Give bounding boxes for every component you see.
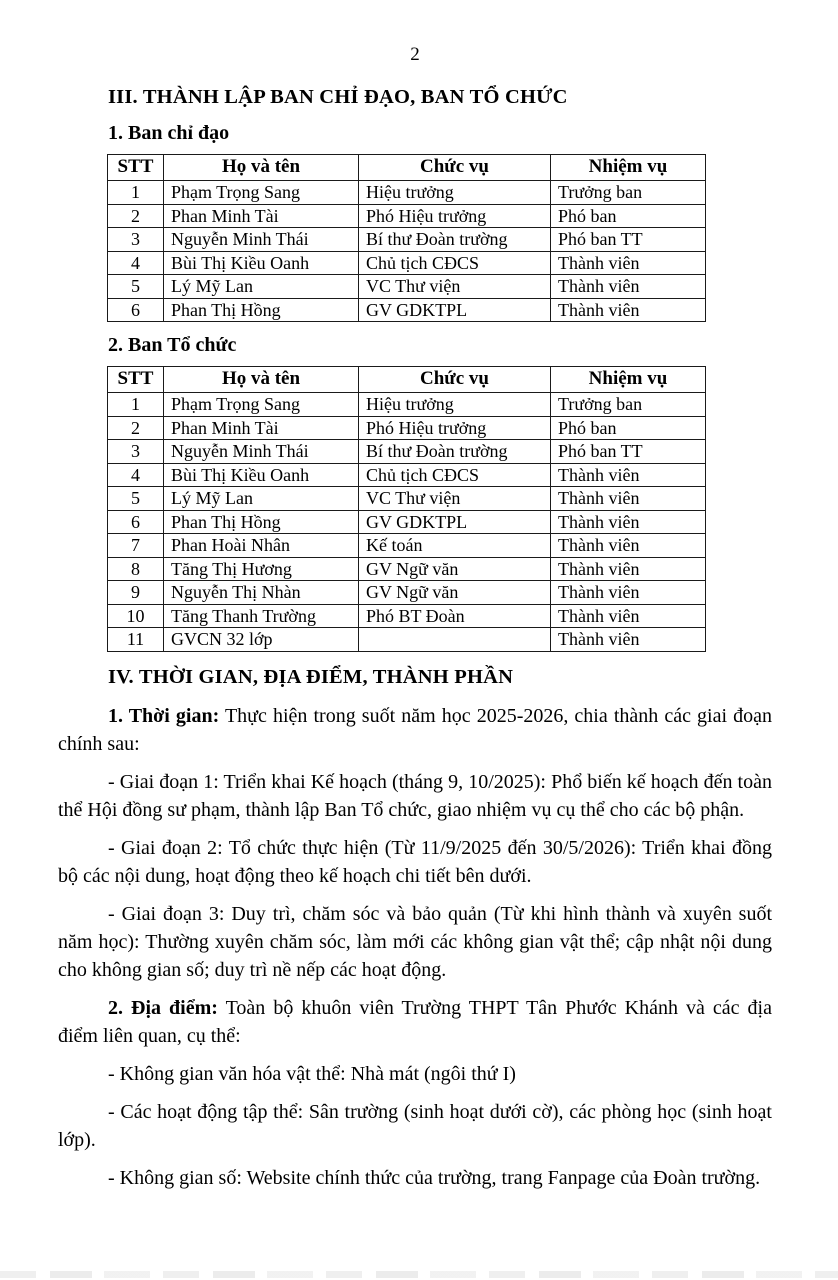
table-row: [108, 228, 706, 252]
table-cell: 2: [108, 416, 164, 440]
table-cell: 7: [108, 534, 164, 558]
subsection-title-ban-chi-dao: 1. Ban chỉ đạo: [108, 122, 230, 144]
table-cell: Tăng Thị Hương: [164, 557, 359, 581]
page-number: 2: [410, 44, 420, 65]
column-header-role: Chức vụ: [359, 155, 551, 181]
table-cell: Chủ tịch CĐCS: [359, 463, 551, 487]
table-cell: Bí thư Đoàn trường: [359, 440, 551, 464]
table-cell: Nguyễn Minh Thái: [164, 228, 359, 252]
table-cell: Thành viên: [551, 251, 706, 275]
table-cell: 2: [108, 204, 164, 228]
table-cell: Lý Mỹ Lan: [164, 275, 359, 299]
table-ban-to-chuc: [107, 366, 706, 652]
table-cell: 4: [108, 463, 164, 487]
column-header-duty: Nhiệm vụ: [551, 155, 706, 181]
table-cell: Phó Hiệu trưởng: [359, 204, 551, 228]
table-cell: GV GDKTPL: [359, 510, 551, 534]
table-cell: GV GDKTPL: [359, 298, 551, 322]
next-page-cutoff-strip: [0, 1271, 838, 1278]
paragraph-text: - Các hoạt động tập thể: Sân trường (sinh hoạt dưới cờ), các phòng học (sinh hoạt lớp).: [58, 1100, 772, 1151]
table-cell: Thành viên: [551, 628, 706, 652]
table-cell: Bùi Thị Kiều Oanh: [164, 251, 359, 275]
table-cell: Phạm Trọng Sang: [164, 181, 359, 205]
table-cell: Bùi Thị Kiều Oanh: [164, 463, 359, 487]
table-cell: VC Thư viện: [359, 275, 551, 299]
column-header-name: Họ và tên: [164, 367, 359, 393]
table-row: [108, 510, 706, 534]
table-row: [108, 628, 706, 652]
table-row: [108, 275, 706, 299]
table-cell: Thành viên: [551, 581, 706, 605]
subsection-title-ban-to-chuc: 2. Ban Tổ chức: [108, 334, 237, 356]
table-cell: Phan Thị Hồng: [164, 510, 359, 534]
paragraph-dia-diem: [58, 994, 772, 1050]
table-cell: [359, 628, 551, 652]
table-cell: Thành viên: [551, 604, 706, 628]
paragraph-khong-gian-van-hoa: [58, 1060, 772, 1088]
column-header-duty: Nhiệm vụ: [551, 367, 706, 393]
paragraph-text: - Không gian số: Website chính thức của trường, trang Fanpage của Đoàn trường.: [108, 1166, 761, 1189]
table-cell: Thành viên: [551, 557, 706, 581]
table-cell: 1: [108, 393, 164, 417]
table-cell: Thành viên: [551, 487, 706, 511]
table-cell: Chủ tịch CĐCS: [359, 251, 551, 275]
table-cell: 1: [108, 181, 164, 205]
table-row: [108, 204, 706, 228]
paragraph-hoat-dong-tap-the: [58, 1098, 772, 1154]
table-cell: GV Ngữ văn: [359, 581, 551, 605]
table-ban-chi-dao: [107, 154, 706, 322]
table-cell: GV Ngữ văn: [359, 557, 551, 581]
paragraph-text: - Không gian văn hóa vật thể: Nhà mát (ngôi thứ I): [108, 1062, 516, 1085]
column-header-role: Chức vụ: [359, 367, 551, 393]
table-cell: Nguyễn Thị Nhàn: [164, 581, 359, 605]
table-cell: Thành viên: [551, 298, 706, 322]
table-row: [108, 581, 706, 605]
table-cell: Phan Hoài Nhân: [164, 534, 359, 558]
table-cell: Phan Minh Tài: [164, 416, 359, 440]
column-header-name: Họ và tên: [164, 155, 359, 181]
paragraph-text: - Giai đoạn 3: Duy trì, chăm sóc và bảo quản (Từ khi hình thành và xuyên suốt năm học): Thường xuyên chăm sóc, làm mới các không gian vật thể; cập nhật nội dung cho không gian số; duy trì nề nếp các hoạt động.: [58, 902, 772, 981]
table-row: [108, 557, 706, 581]
table-row: [108, 181, 706, 205]
table-row: [108, 251, 706, 275]
paragraph-giai-doan-2: [58, 834, 772, 890]
table-header-row: [108, 367, 706, 393]
section3-title: III. THÀNH LẬP BAN CHỈ ĐẠO, BAN TỔ CHỨC: [108, 86, 568, 108]
table-row: [108, 440, 706, 464]
table-cell: Tăng Thanh Trường: [164, 604, 359, 628]
table-row: [108, 534, 706, 558]
table-row: [108, 487, 706, 511]
table-cell: 3: [108, 440, 164, 464]
table-cell: GVCN 32 lớp: [164, 628, 359, 652]
table-cell: Phó BT Đoàn: [359, 604, 551, 628]
table-cell: Trưởng ban: [551, 393, 706, 417]
table-cell: 5: [108, 487, 164, 511]
paragraph-giai-doan-3: [58, 900, 772, 984]
table-cell: Thành viên: [551, 534, 706, 558]
table-header-row: [108, 155, 706, 181]
table-cell: 5: [108, 275, 164, 299]
column-header-stt: STT: [108, 155, 164, 181]
paragraph-text: Toàn bộ khuôn viên Trường THPT Tân Phước Khánh và các địa điểm liên quan, cụ thể:: [58, 996, 772, 1047]
column-header-stt: STT: [108, 367, 164, 393]
table-row: [108, 393, 706, 417]
table-cell: 9: [108, 581, 164, 605]
table-cell: Phan Thị Hồng: [164, 298, 359, 322]
table-cell: Phan Minh Tài: [164, 204, 359, 228]
table-cell: 3: [108, 228, 164, 252]
table-cell: Thành viên: [551, 275, 706, 299]
table-cell: Hiệu trưởng: [359, 181, 551, 205]
paragraph-giai-doan-1: [58, 768, 772, 824]
paragraph-lead: 1. Thời gian:: [108, 704, 220, 727]
paragraph-text: Thực hiện trong suốt năm học 2025-2026, chia thành các giai đoạn chính sau:: [58, 704, 773, 755]
table-cell: VC Thư viện: [359, 487, 551, 511]
table-cell: Kế toán: [359, 534, 551, 558]
table-cell: 11: [108, 628, 164, 652]
table-row: [108, 604, 706, 628]
table-cell: 10: [108, 604, 164, 628]
table-cell: Trưởng ban: [551, 181, 706, 205]
table-row: [108, 298, 706, 322]
table-row: [108, 416, 706, 440]
table-cell: Lý Mỹ Lan: [164, 487, 359, 511]
table-cell: Phó ban: [551, 416, 706, 440]
table-cell: Thành viên: [551, 510, 706, 534]
table-cell: Phó Hiệu trưởng: [359, 416, 551, 440]
paragraph-text: - Giai đoạn 2: Tổ chức thực hiện (Từ 11/9/2025 đến 30/5/2026): Triển khai đồng bộ các nội dung, hoạt động theo kế hoạch chi tiết bên dưới.: [58, 836, 772, 887]
table-cell: Bí thư Đoàn trường: [359, 228, 551, 252]
table-cell: 4: [108, 251, 164, 275]
paragraph-text: - Giai đoạn 1: Triển khai Kế hoạch (tháng 9, 10/2025): Phổ biến kế hoạch đến toàn thể Hội đồng sư phạm, thành lập Ban Tổ chức, giao nhiệm vụ cụ thể cho các bộ phận.: [58, 770, 772, 821]
table-cell: Phó ban TT: [551, 228, 706, 252]
table-cell: 6: [108, 298, 164, 322]
table-cell: 8: [108, 557, 164, 581]
table-row: [108, 463, 706, 487]
paragraph-khong-gian-so: [58, 1164, 772, 1192]
table-cell: 6: [108, 510, 164, 534]
table-cell: Nguyễn Minh Thái: [164, 440, 359, 464]
table-cell: Phạm Trọng Sang: [164, 393, 359, 417]
table-cell: Phó ban: [551, 204, 706, 228]
table-cell: Thành viên: [551, 463, 706, 487]
section4-title: IV. THỜI GIAN, ĐỊA ĐIỂM, THÀNH PHẦN: [108, 665, 514, 688]
paragraph-thoi-gian: [58, 702, 772, 758]
paragraph-lead: 2. Địa điểm:: [108, 996, 218, 1019]
table-cell: Phó ban TT: [551, 440, 706, 464]
table-cell: Hiệu trưởng: [359, 393, 551, 417]
